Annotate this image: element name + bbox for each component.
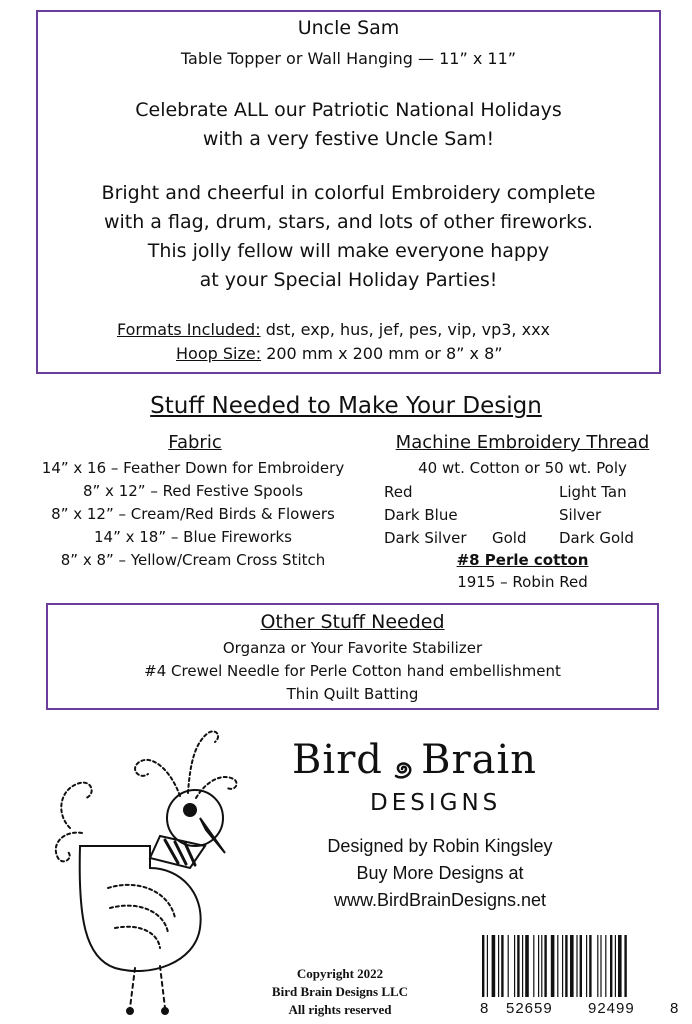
barcode-bar bbox=[492, 935, 496, 997]
hoop-value: 200 mm x 200 mm or 8” x 8” bbox=[266, 344, 503, 363]
thread-color: Dark Silver bbox=[384, 529, 467, 547]
barcode-bar bbox=[557, 935, 558, 997]
copyright-line: Copyright 2022 bbox=[296, 966, 384, 981]
barcode-bar bbox=[562, 935, 563, 997]
fabric-item: 8” x 12” – Red Festive Spools bbox=[82, 482, 304, 500]
brand-subtitle: DESIGNS bbox=[370, 790, 502, 816]
barcode-bar bbox=[541, 935, 542, 997]
barcode-bar bbox=[522, 935, 523, 997]
perle-item: 1915 – Robin Red bbox=[457, 573, 588, 591]
brand-name-bird: Bird bbox=[292, 737, 383, 783]
description-line: at your Special Holiday Parties! bbox=[199, 269, 498, 291]
intro-line-1: Celebrate ALL our Patriotic National Holidays bbox=[135, 99, 562, 121]
thread-heading: Machine Embroidery Thread bbox=[395, 432, 650, 453]
barcode-bar bbox=[487, 935, 488, 997]
barcode-bar bbox=[589, 935, 591, 997]
barcode-bar bbox=[533, 935, 534, 997]
designer-credit: Designed by Robin Kingsley bbox=[327, 836, 553, 856]
intro-line-2: with a very festive Uncle Sam! bbox=[202, 128, 495, 150]
thread-color: Dark Gold bbox=[559, 529, 634, 547]
barcode-bar bbox=[565, 935, 567, 997]
barcode-bar bbox=[576, 935, 577, 997]
barcode-bar bbox=[597, 935, 598, 997]
thread-color: Red bbox=[384, 483, 413, 501]
design-title: Uncle Sam bbox=[297, 17, 400, 39]
barcode-bar bbox=[605, 935, 606, 997]
barcode-bar bbox=[517, 935, 519, 997]
website-link[interactable]: www.BirdBrainDesigns.net bbox=[333, 890, 547, 910]
barcode-group-2: 92499 bbox=[588, 1000, 635, 1017]
other-heading: Other Stuff Needed bbox=[260, 611, 445, 633]
thread-weight: 40 wt. Cotton or 50 wt. Poly bbox=[418, 459, 627, 477]
description-line: This jolly fellow will make everyone happy bbox=[147, 240, 550, 262]
barcode-bar bbox=[600, 935, 601, 997]
thread-color: Gold bbox=[492, 529, 527, 547]
formats-value: dst, exp, hus, jef, pes, vip, vp3, xxx bbox=[265, 320, 550, 339]
copyright-line: All rights reserved bbox=[288, 1002, 392, 1017]
design-subtitle: Table Topper or Wall Hanging — 11” x 11” bbox=[180, 49, 517, 68]
swirl-icon bbox=[388, 755, 416, 783]
perle-heading: #8 Perle cotton bbox=[456, 551, 589, 569]
thread-color: Silver bbox=[559, 506, 602, 524]
formats-label: Formats Included: bbox=[117, 320, 261, 339]
fabric-item: 8” x 8” – Yellow/Cream Cross Stitch bbox=[60, 551, 326, 569]
hoop-row bbox=[176, 344, 503, 363]
barcode-bar bbox=[525, 935, 529, 997]
barcode-bar bbox=[508, 935, 509, 997]
barcode-bar bbox=[482, 935, 484, 997]
fabric-item: 14” x 16 – Feather Down for Embroidery bbox=[41, 459, 345, 477]
other-item: Organza or Your Favorite Stabilizer bbox=[222, 639, 483, 657]
thread-color: Light Tan bbox=[559, 483, 627, 501]
barcode-bar bbox=[570, 935, 574, 997]
buy-more-text: Buy More Designs at bbox=[356, 863, 524, 883]
barcode-digit-last: 8 bbox=[670, 1000, 680, 1017]
barcode-bar bbox=[618, 935, 622, 997]
barcode-bar bbox=[514, 935, 515, 997]
barcode-bar bbox=[498, 935, 499, 997]
fabric-item: 8” x 12” – Cream/Red Birds & Flowers bbox=[51, 505, 335, 523]
brand-logo bbox=[292, 737, 537, 783]
barcode-bar bbox=[551, 935, 555, 997]
barcode-bar bbox=[544, 935, 546, 997]
barcode-group-1: 52659 bbox=[506, 1000, 553, 1017]
fabric-heading: Fabric bbox=[168, 432, 222, 453]
barcode bbox=[478, 935, 684, 1000]
barcode-bar bbox=[586, 935, 587, 997]
copyright-line: Bird Brain Designs LLC bbox=[271, 984, 409, 999]
other-item: Thin Quilt Batting bbox=[286, 685, 419, 703]
hoop-label: Hoop Size: bbox=[176, 344, 262, 363]
barcode-bar bbox=[580, 935, 582, 997]
thread-color: Dark Blue bbox=[384, 506, 458, 524]
description-line: with a flag, drum, stars, and lots of other fireworks. bbox=[103, 211, 594, 233]
other-item: #4 Crewel Needle for Perle Cotton hand embellishment bbox=[144, 662, 561, 680]
barcode-digit-first: 8 bbox=[480, 1000, 490, 1017]
supplies-heading: Stuff Needed to Make Your Design bbox=[150, 393, 542, 419]
formats-row bbox=[117, 320, 550, 339]
brand-name-brain: Brain bbox=[421, 737, 538, 783]
description-line: Bright and cheerful in colorful Embroidery complete bbox=[101, 182, 596, 204]
bird-illustration bbox=[30, 718, 260, 1018]
barcode-bar bbox=[615, 935, 616, 997]
barcode-bar bbox=[538, 935, 539, 997]
fabric-item: 14” x 18” – Blue Fireworks bbox=[93, 528, 292, 546]
barcode-bar bbox=[624, 935, 626, 997]
barcode-bar bbox=[501, 935, 503, 997]
barcode-bar bbox=[610, 935, 612, 997]
